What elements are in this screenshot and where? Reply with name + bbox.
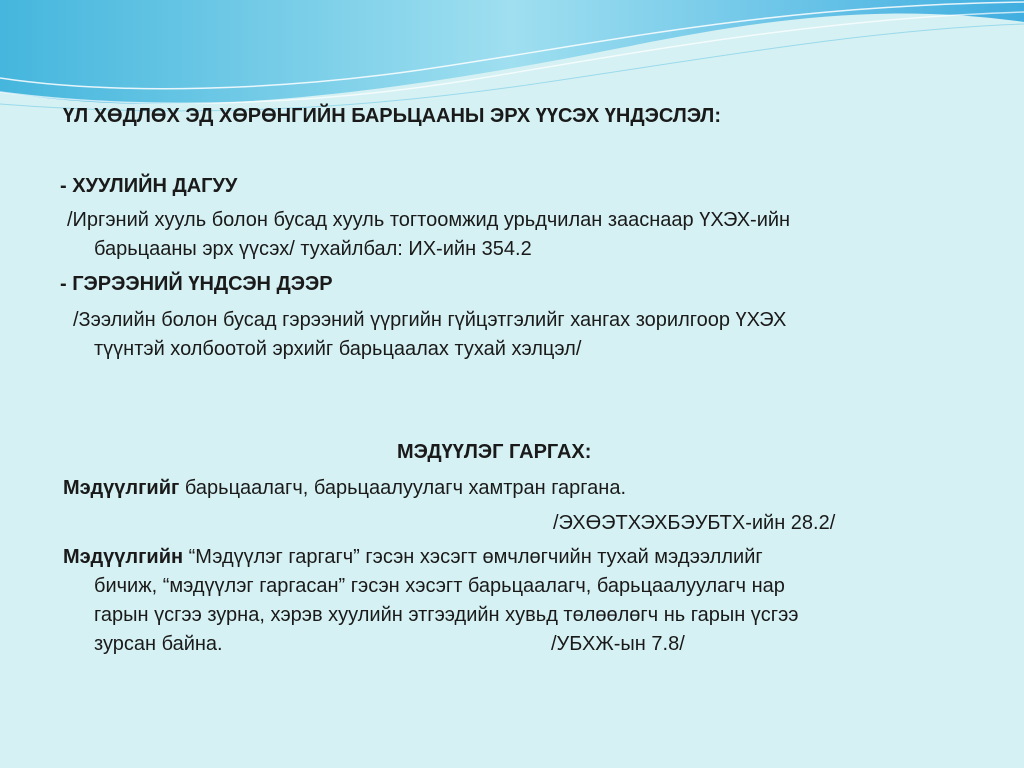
paragraph-2-line: бичиж, “мэдүүлэг гаргасан” гэсэн хэсэгт барьцаалагч, барьцаалуулагч нар [94,575,785,597]
section-title-by-law: - ХУУЛИЙН ДАГУУ [60,175,238,197]
section-body-line: түүнтэй холбоотой эрхийг барьцаалах тухай хэлцэл/ [94,338,582,360]
paragraph-2-line: зурсан байна. [94,633,223,655]
legal-reference: /ЭХӨЭТХЭХБЭУБТХ-ийн 28.2/ [553,512,836,534]
section-title-by-contract: - ГЭРЭЭНИЙ ҮНДСЭН ДЭЭР [60,273,333,295]
slide-heading: ҮЛ ХӨДЛӨХ ЭД ХӨРӨНГИЙН БАРЬЦААНЫ ЭРХ ҮҮСЭХ ҮНДЭСЛЭЛ: [63,105,721,127]
paragraph-2-lead: Мэдүүлгийн [63,546,184,568]
paragraph-1 [63,474,626,503]
paragraph-2-line: гарын үсгээ зурна, хэрэв хуулийн этгээдийн хувьд төлөөлөгч нь гарын үсгээ [94,604,799,626]
section-body-line: барьцааны эрх үүсэх/ тухайлбал: ИХ-ийн 354.2 [94,238,532,260]
paragraph-1-text: барьцаалагч, барьцаалуулагч хамтран гаргана. [179,477,627,499]
section-body-line: /Иргэний хууль болон бусад хууль тогтоомжид урьдчилан зааснаар ҮХЭХ-ийн [67,209,791,231]
paragraph-2-text: “Мэдүүлэг гаргагч” гэсэн хэсэгт өмчлөгчийн тухай мэдээллийг [183,546,763,568]
paragraph-1-lead: Мэдүүлгийг [63,477,180,499]
paragraph-2 [63,543,763,572]
section-body-line: /Зээлийн болон бусад гэрээний үүргийн гүйцэтгэлийг хангах зорилгоор ҮХЭХ [73,309,787,331]
legal-reference: /УБХЖ-ын 7.8/ [551,633,685,655]
notice-heading: МЭДҮҮЛЭГ ГАРГАХ: [397,441,592,463]
